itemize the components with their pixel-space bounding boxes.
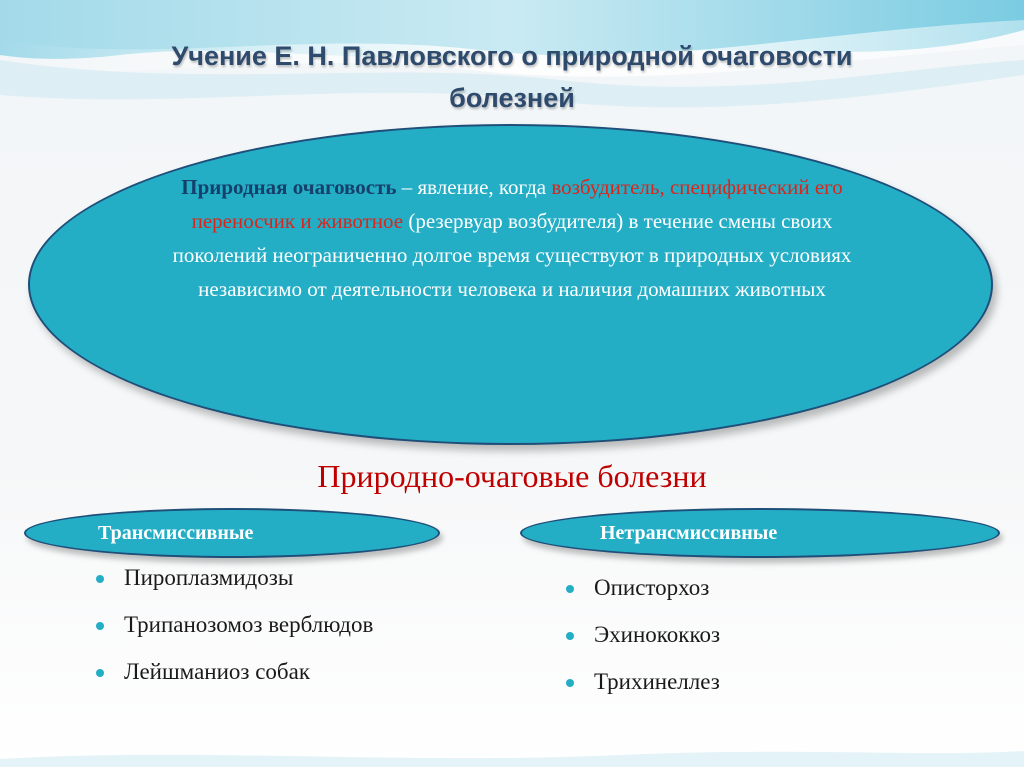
bullet-icon bbox=[566, 632, 574, 640]
bullet-icon bbox=[566, 679, 574, 687]
list-item-label: Трихинеллез bbox=[594, 669, 720, 694]
bullet-icon bbox=[96, 575, 104, 583]
bullet-icon bbox=[96, 622, 104, 630]
category-transmissive: Трансмиссивные bbox=[24, 508, 440, 558]
definition-part-2: (резервуар возбудителя) в течение смены своих поколений неограниченно долгое время существуют в природных условиях независимо от деятельности человека и наличия домашних животных bbox=[172, 209, 852, 301]
list-item-label: Пироплазмидозы bbox=[124, 565, 294, 590]
definition-highlight: возбудитель, специфический его переносчик и животное bbox=[191, 175, 843, 233]
definition-text bbox=[150, 170, 874, 306]
definition-term: Природная очаговость bbox=[181, 175, 397, 199]
list-item bbox=[566, 575, 720, 622]
bullet-icon bbox=[96, 669, 104, 677]
bullet-icon bbox=[566, 585, 574, 593]
subheading: Природно-очаговые болезни bbox=[317, 458, 707, 494]
list-item-label: Эхинококкоз bbox=[594, 622, 721, 647]
list-item bbox=[96, 565, 373, 612]
list-item bbox=[566, 669, 720, 716]
transmissive-list bbox=[96, 565, 373, 706]
list-item-label: Трипанозомоз верблюдов bbox=[124, 612, 374, 637]
nontransmissive-list bbox=[566, 575, 720, 716]
page-title-line-1: Учение Е. Н. Павловского о природной очаговости bbox=[171, 41, 853, 71]
list-item-label: Лейшманиоз собак bbox=[124, 659, 311, 684]
page-title-line-2: болезней bbox=[449, 83, 575, 113]
list-item bbox=[96, 659, 373, 706]
definition-part-1: – явление, когда bbox=[396, 175, 552, 199]
list-item-label: Описторхоз bbox=[594, 575, 710, 600]
list-item bbox=[566, 622, 720, 669]
decorative-wave-bottom bbox=[0, 737, 1024, 767]
category-nontransmissive: Нетрансмиссивные bbox=[520, 508, 1000, 558]
list-item bbox=[96, 612, 373, 659]
